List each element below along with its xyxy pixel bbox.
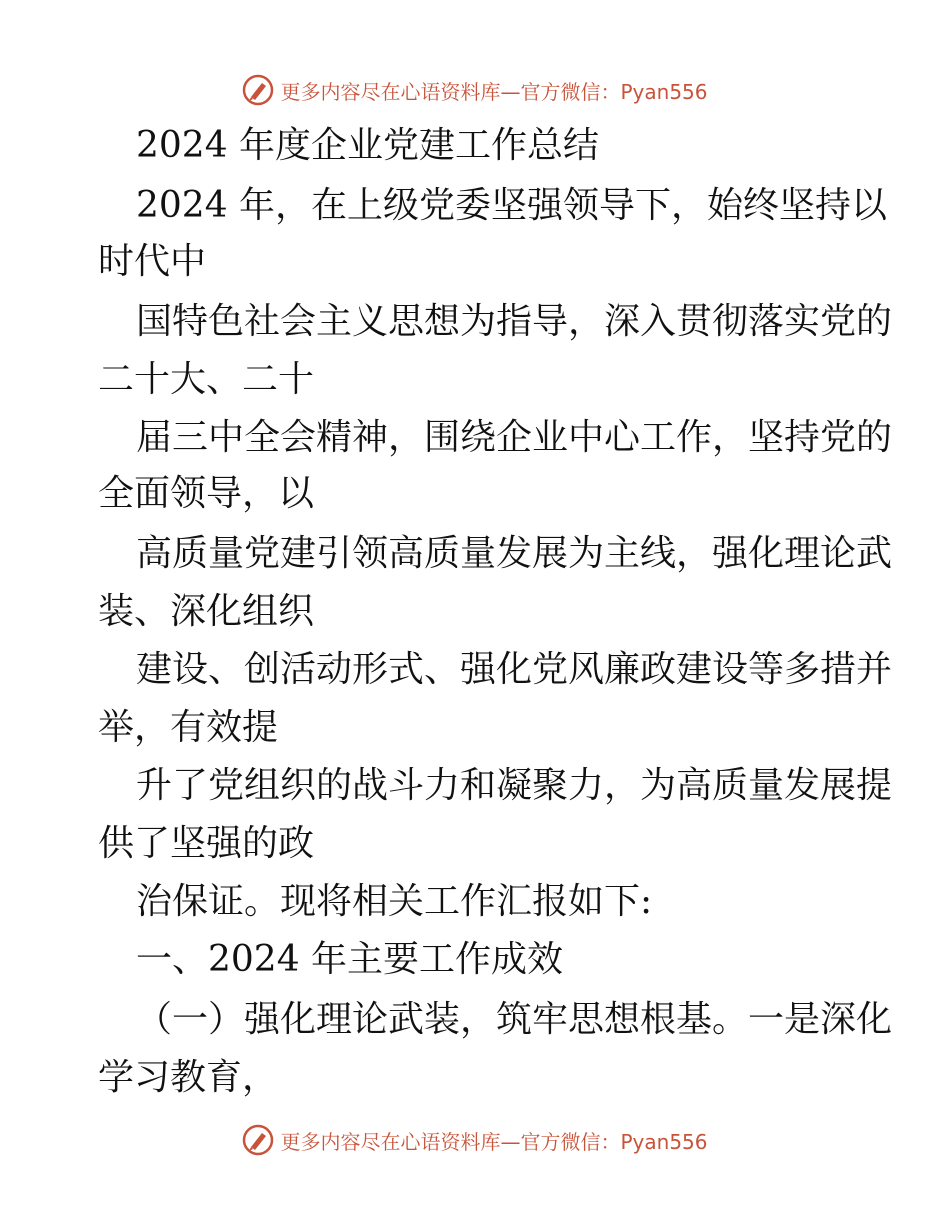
watermark-banner-top: [0, 70, 950, 110]
watermark-banner-bottom: [0, 1120, 950, 1160]
pen-logo-icon: [242, 74, 274, 106]
watermark-text: 更多内容尽在心语资料库—官方微信：Pyan556: [280, 79, 708, 104]
pen-logo-icon: [242, 1124, 274, 1156]
paragraph-line: 高质量党建引领高质量发展为主线，强化理论武: [136, 533, 893, 574]
paragraph-line: 届三中全会精神，围绕企业中心工作，坚持党的: [136, 417, 893, 458]
paragraph-line: 学习教育，: [98, 1057, 279, 1098]
paragraph-line: 2024 年，在上级党委坚强领导下，始终坚持以: [136, 185, 888, 226]
paragraph-line: 全面领导，以: [98, 473, 315, 514]
watermark-text: 更多内容尽在心语资料库—官方微信：Pyan556: [280, 1129, 708, 1154]
subsection-heading: （一）强化理论武装，筑牢思想根基。一是深化: [136, 999, 893, 1040]
paragraph-line: 装、深化组织: [98, 591, 315, 632]
paragraph-line: 二十大、二十: [98, 359, 315, 400]
document-title: 2024 年度企业党建工作总结: [136, 125, 600, 166]
paragraph-line: 升了党组织的战斗力和凝聚力，为高质量发展提: [136, 765, 893, 806]
paragraph-line: 建设、创活动形式、强化党风廉政建设等多措并: [136, 649, 893, 690]
paragraph-line: 供了坚强的政: [98, 823, 315, 864]
section-heading: 一、2024 年主要工作成效: [136, 939, 564, 980]
paragraph-line: 时代中: [98, 241, 207, 282]
paragraph-line: 国特色社会主义思想为指导，深入贯彻落实党的: [136, 301, 893, 342]
paragraph-line: 治保证。现将相关工作汇报如下:: [136, 881, 653, 922]
paragraph-line: 举，有效提: [98, 707, 279, 748]
